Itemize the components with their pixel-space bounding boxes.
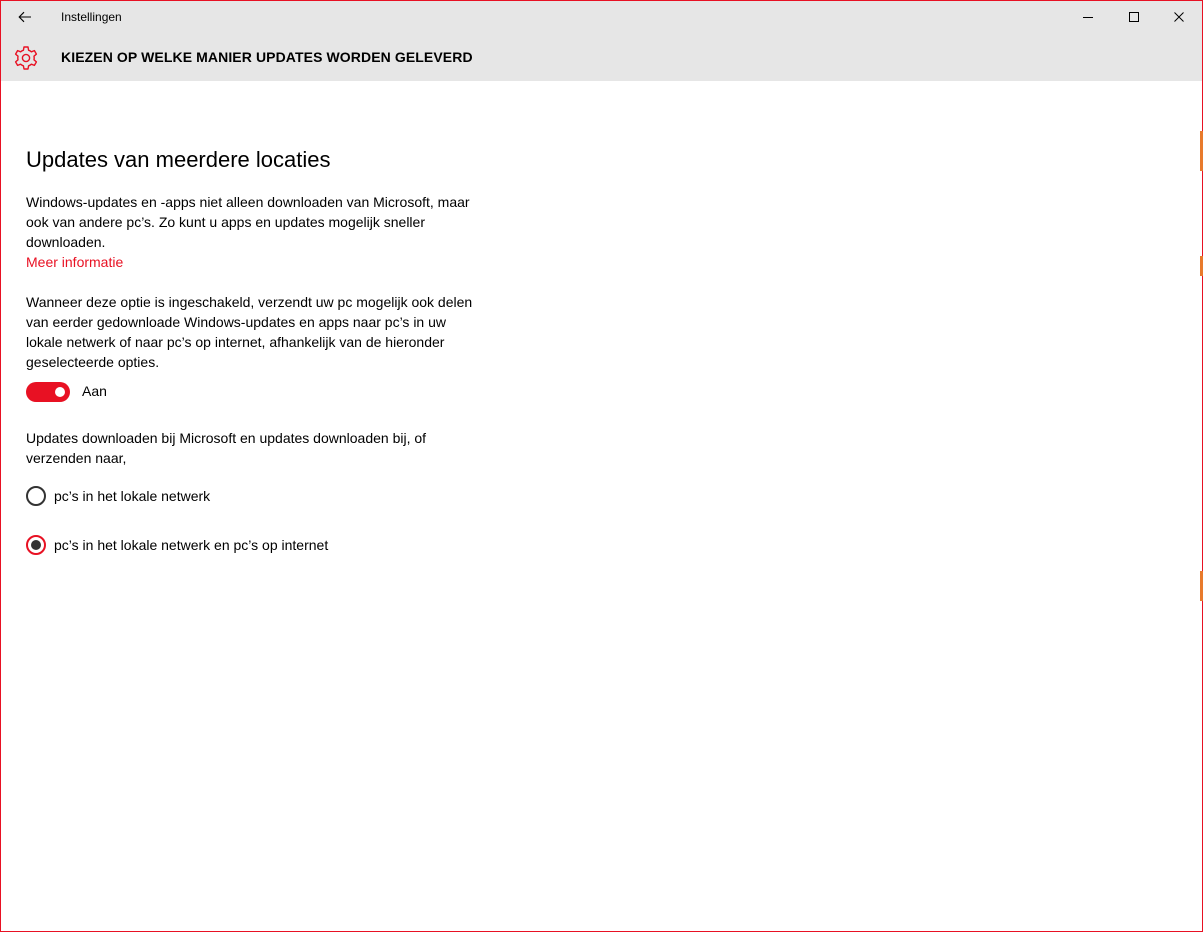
page-header (1, 34, 1202, 81)
minimize-icon (1082, 11, 1094, 23)
maximize-icon (1128, 11, 1140, 23)
minimize-button[interactable] (1065, 1, 1111, 33)
radio-button-checked[interactable] (26, 535, 46, 555)
radio-prompt-text: Updates downloaden bij Microsoft en updates downloaden bij, of verzenden naar, (26, 430, 427, 466)
radio-option-local-network[interactable] (26, 485, 426, 507)
delivery-optimization-toggle[interactable] (26, 382, 70, 402)
back-button[interactable] (9, 1, 41, 33)
maximize-button[interactable] (1111, 1, 1157, 33)
radio-button-unchecked[interactable] (26, 486, 46, 506)
page-title: KIEZEN OP WELKE MANIER UPDATES WORDEN GELEVERD (61, 49, 473, 65)
app-title: Instellingen (61, 10, 122, 24)
radio-option-label: pc’s in het lokale netwerk en pc’s op internet (54, 537, 329, 553)
toggle-knob (55, 387, 65, 397)
close-button[interactable] (1156, 1, 1202, 33)
toggle-description-text: Wanneer deze optie is ingeschakeld, verzendt uw pc mogelijk ook delen van eerder gedownloade Windows-updates en apps naar pc’s in uw lokale netwerk of naar pc’s op internet, afhankelijk van de hieronder geselecteerde opties. (26, 294, 473, 370)
section-title: Updates van meerdere locaties (26, 147, 331, 172)
description-text: Windows-updates en -apps niet alleen downloaden van Microsoft, maar ook van andere pc’s. Zo kunt u apps en updates mogelijk sneller downloaden. (26, 194, 470, 250)
radio-selected-dot (31, 540, 41, 550)
radio-option-label: pc’s in het lokale netwerk (54, 488, 211, 504)
gear-icon (13, 45, 39, 71)
toggle-state-label: Aan (82, 383, 107, 399)
back-arrow-icon (18, 11, 32, 23)
close-icon (1173, 11, 1185, 23)
more-info-link[interactable]: Meer informatie (26, 254, 124, 270)
title-bar (1, 1, 1202, 34)
radio-option-local-and-internet[interactable] (26, 534, 426, 556)
